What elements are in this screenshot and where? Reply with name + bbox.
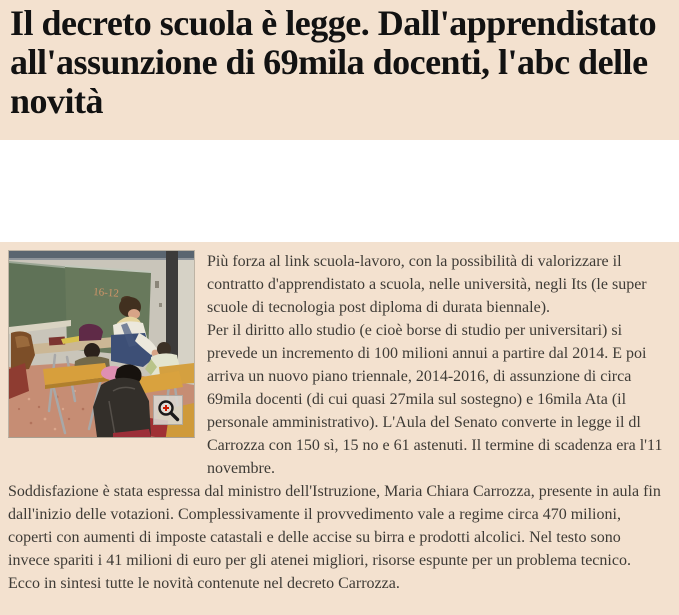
article-photo[interactable]: [8, 250, 195, 438]
article-headline: Il decreto scuola è legge. Dall'apprendistato all'assunzione di 69mila docenti, l'abc delle novità: [10, 3, 657, 121]
article-body: [8, 250, 665, 595]
lead-paragraph-1: Più forza al link scuola-lavoro, con la possibilità di valorizzare il contratto d'apprendistato a scuola, nelle università, negli Its (le super scuole di tecnologia post diploma di durata biennale).: [207, 253, 647, 316]
lead-paragraph-2: Per il diritto allo studio (e cioè borse di studio per universitari) si prevede un incremento di 100 milioni annui a partire dal 2014. E poi arriva un nuovo piano triennale, 2014-2016, di assunzione di circa 69mila docenti (di cui quasi 27mila sul sostegno) e 16mila Ata (il personale amministrativo). L'Aula del Senato converte in legge il dl Carrozza con 150 sì, 15 no e 61 astenuti. Il termine di scadenza era l'11 novembre.: [207, 322, 663, 477]
zoom-image-button[interactable]: [153, 395, 183, 425]
article-paragraph: Soddisfazione è stata espressa dal ministro dell'Istruzione, Maria Chiara Carrozza, presente in aula fin dall'inizio delle votazioni. Complessivamente il provvedimento vale a regime circa 470 milioni, coperti con aumenti di imposte catastali e delle accise su birra e prodotti alcolici. Nel testo sono invece spariti i 41 milioni di euro per gli atenei migliori, risorse espunte per un problema tecnico. Ecco in sintesi tutte le novità contenute nel decreto Carrozza.: [8, 483, 661, 592]
lead-text-column: [207, 250, 665, 480]
article-lead-section: [8, 250, 665, 480]
chalkboard-writing: 16-12: [92, 286, 120, 300]
magnifier-plus-icon: [155, 397, 181, 423]
empty-content-band: [0, 140, 679, 242]
